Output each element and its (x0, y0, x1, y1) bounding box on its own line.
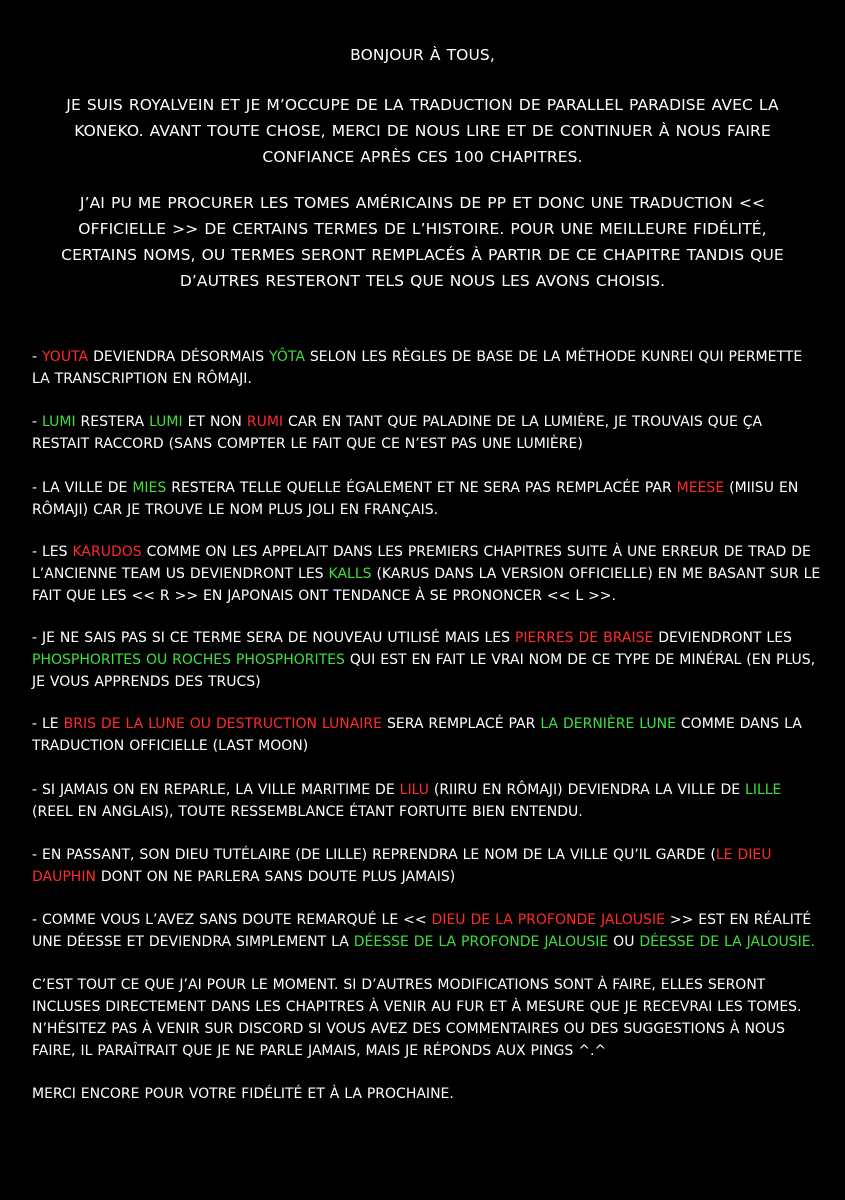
note-text: >> EST EN RÉALITÉ UNE DÉESSE ET DEVIENDRA SIMPLEMENT LA (32, 912, 817, 950)
note-item (32, 844, 822, 888)
note-text: (MIISU EN RÔMAJI) CAR JE TROUVE LE NOM PLUS JOLI EN FRANÇAIS. (32, 480, 804, 518)
new-term: DÉESSE DE LA PROFONDE JALOUSIE (353, 934, 609, 950)
note-item (32, 713, 822, 757)
note-text: COMME DANS LA TRADUCTION OFFICIELLE (LAST MOON) (32, 716, 807, 754)
note-item (32, 909, 822, 953)
note-item (32, 346, 822, 390)
old-term: KARUDOS (72, 544, 142, 560)
note-text: - LE (32, 716, 64, 732)
note-item (32, 779, 822, 823)
note-text: - COMME VOUS L’AVEZ SANS DOUTE REMARQUÉ LE << (32, 912, 432, 928)
note-text: RESTERA TELLE QUELLE ÉGALEMENT ET NE SERA PAS REMPLACÉE PAR (166, 480, 677, 496)
old-term: LILU (399, 782, 429, 798)
note-item (32, 541, 826, 607)
old-term: RUMI (246, 414, 284, 430)
note-text: (REEL EN ANGLAIS), TOUTE RESSEMBLANCE ÉTANT FORTUITE BIEN ENTENDU. (32, 782, 787, 820)
note-text: ET NON (182, 414, 247, 430)
closing-thanks: MERCI ENCORE POUR VOTRE FIDÉLITÉ ET À LA PROCHAINE. (32, 1086, 454, 1102)
intro-paragraph-2: J’AI PU ME PROCURER LES TOMES AMÉRICAINS DE PP ET DONC UNE TRADUCTION << OFFICIELLE >> DE CERTAINS TERMES DE L’HISTOIRE. POUR UNE MEILLEURE FIDÉLITÉ, CERTAINS NOMS, OU TERMES SERONT REMPLACÉS À PARTIR DE CE CHAPITRE TANDIS QUE D’AUTRES RESTERONT TELS QUE NOUS LES AVONS CHOISIS. (61, 194, 784, 290)
note-text: (RIIRU EN RÔMAJI) DEVIENDRA LA VILLE DE (428, 782, 746, 798)
note-text: - (32, 349, 43, 365)
new-term: PHOSPHORITES OU ROCHES PHOSPHORITES (32, 652, 345, 668)
note-text: - LES (32, 544, 73, 560)
note-text: RESTERA (75, 414, 150, 430)
greeting: BONJOUR À TOUS, (350, 46, 495, 64)
note-text: - EN PASSANT, SON DIEU TUTÉLAIRE (DE LILLE) REPRENDRA LE NOM DE LA VILLE QU’IL GARDE ( (32, 847, 716, 863)
new-term: LUMI (149, 414, 183, 430)
new-term: LA DERNIÈRE LUNE (540, 716, 676, 732)
intro-paragraph-1: JE SUIS ROYALVEIN ET JE M’OCCUPE DE LA TRADUCTION DE PARALLEL PARADISE AVEC LA KONEKO. AVANT TOUTE CHOSE, MERCI DE NOUS LIRE ET DE CONTINUER À NOUS FAIRE CONFIANCE APRÈS CES 100 CHAPITRES. (66, 96, 779, 166)
note-text: COMME ON LES APPELAIT DANS LES PREMIERS CHAPITRES SUITE À UNE ERREUR DE TRAD DE L’ANCIENNE TEAM US DEVIENDRONT LES (32, 544, 816, 582)
note-text: - LA VILLE DE (32, 480, 133, 496)
old-term: LE DIEU DAUPHIN (32, 847, 777, 885)
note-text: CAR EN TANT QUE PALADINE DE LA LUMIÈRE, JE TROUVAIS QUE ÇA RESTAIT RACCORD (SANS COMPTER LE FAIT QUE CE N’EST PAS UNE LUMIÈRE) (32, 414, 768, 452)
note-text: - SI JAMAIS ON EN REPARLE, LA VILLE MARITIME DE (32, 782, 400, 798)
new-term: DÉESSE DE LA JALOUSIE. (639, 934, 816, 950)
new-term: LILLE (745, 782, 782, 798)
note-text: OU (608, 934, 640, 950)
new-term: MIES (132, 480, 167, 496)
old-term: BRIS DE LA LUNE OU DESTRUCTION LUNAIRE (63, 716, 383, 732)
closing-paragraph: C’EST TOUT CE QUE J’AI POUR LE MOMENT. SI D’AUTRES MODIFICATIONS SONT À FAIRE, ELLES SERONT INCLUSES DIRECTEMENT DANS LES CHAPITRES À VENIR AU FUR ET À MESURE QUE JE RECEVRAI LES TOMES. N’HÉSITEZ PAS À VENIR SUR DISCORD SI VOUS AVEZ DES COMMENTAIRES OU DES SUGGESTIONS À NOUS FAIRE, IL PARAÎTRAIT QUE JE NE PARLE JAMAIS, MAIS JE RÉPONDS AUX PINGS ^.^ (32, 977, 802, 1059)
note-item (32, 627, 822, 693)
old-term: MEESE (676, 480, 725, 496)
note-item (32, 477, 822, 521)
note-text: - (32, 414, 43, 430)
new-term: KALLS (328, 566, 372, 582)
note-text: DONT ON NE PARLERA SANS DOUTE PLUS JAMAIS) (95, 869, 456, 885)
note-text: QUI EST EN FAIT LE VRAI NOM DE CE TYPE DE MINÉRAL (EN PLUS, JE VOUS APPRENDS DES TRUCS) (32, 652, 821, 690)
note-text: DEVIENDRONT LES (653, 630, 797, 646)
new-term: LUMI (42, 414, 76, 430)
note-text: - JE NE SAIS PAS SI CE TERME SERA DE NOUVEAU UTILISÉ MAIS LES (32, 630, 515, 646)
note-text: SERA REMPLACÉ PAR (382, 716, 541, 732)
note-text: DEVIENDRA DÉSORMAIS (88, 349, 270, 365)
note-text: SELON LES RÈGLES DE BASE DE LA MÉTHODE KUNREI QUI PERMETTE LA TRANSCRIPTION EN RÔMAJI. (32, 349, 808, 387)
old-term: PIERRES DE BRAISE (514, 630, 654, 646)
old-term: DIEU DE LA PROFONDE JALOUSIE (431, 912, 665, 928)
note-text: (KARUS DANS LA VERSION OFFICIELLE) EN ME BASANT SUR LE FAIT QUE LES << R >> EN JAPONAIS ONT TENDANCE À SE PRONONCER << L >>. (32, 566, 826, 604)
new-term: YÔTA (269, 349, 305, 365)
old-term: YOUTA (42, 349, 89, 365)
note-item (32, 411, 822, 455)
